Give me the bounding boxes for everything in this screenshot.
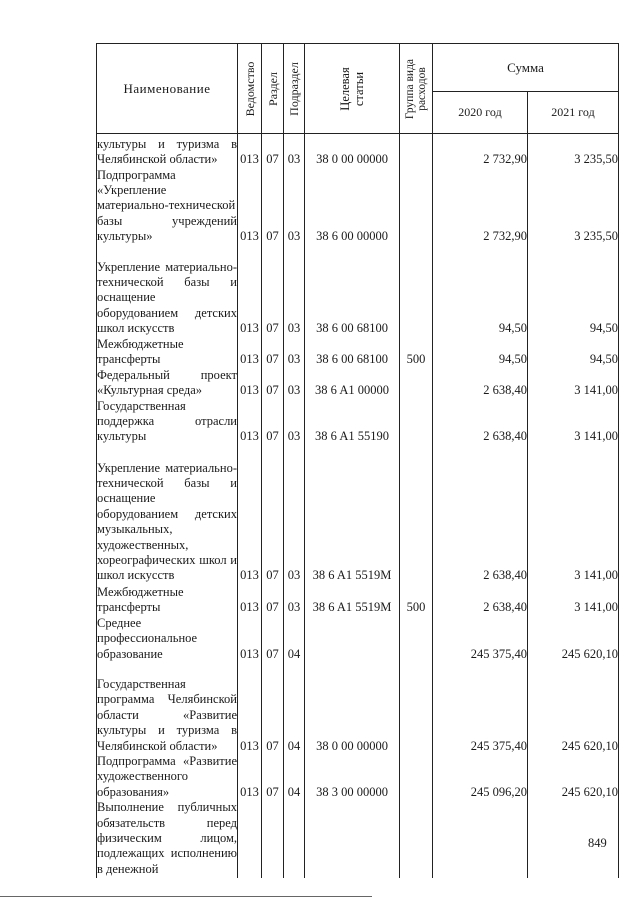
header-summa: Сумма <box>433 44 619 92</box>
row-ved: 013 <box>238 168 262 245</box>
row-podrazdel: 03 <box>284 368 305 399</box>
row-podrazdel: 03 <box>284 584 305 616</box>
row-sum-2020: 245 096,20 <box>433 754 528 800</box>
row-razdel: 07 <box>262 445 284 584</box>
row-name: культуры и туризма в Челябинской области» <box>97 134 238 168</box>
row-ved <box>238 800 262 878</box>
row-gruppa <box>400 445 433 584</box>
row-name: Государственная программа Челябинской области «Развитие культуры и туризма в Челябинской области» <box>97 662 238 754</box>
page-number: 849 <box>588 836 607 850</box>
row-sum-2020: 2 638,40 <box>433 399 528 445</box>
row-ved: 013 <box>238 245 262 337</box>
row-ved: 013 <box>238 399 262 445</box>
row-sum-2021: 94,50 <box>528 245 619 337</box>
table-header <box>97 44 619 134</box>
row-sum-2020: 94,50 <box>433 337 528 368</box>
footer-divider <box>0 896 372 897</box>
row-podrazdel: 03 <box>284 168 305 245</box>
header-razdel: Раздел <box>262 44 284 134</box>
row-celevaya: 38 6 A1 00000 <box>305 368 400 399</box>
row-celevaya: 38 6 A1 5519M <box>305 584 400 616</box>
table-row <box>97 754 619 800</box>
row-razdel: 07 <box>262 134 284 168</box>
row-sum-2020: 2 638,40 <box>433 584 528 616</box>
row-gruppa <box>400 168 433 245</box>
header-name: Наименование <box>97 44 238 134</box>
row-podrazdel: 03 <box>284 337 305 368</box>
header-vedomstvo: Ведомство <box>238 44 262 134</box>
row-gruppa <box>400 800 433 878</box>
row-name: Выполнение публичных обязательств перед физическим лицом, подлежащих исполнению в денежной <box>97 800 238 878</box>
row-sum-2021: 245 620,10 <box>528 662 619 754</box>
row-razdel <box>262 800 284 878</box>
row-razdel: 07 <box>262 616 284 662</box>
table-row <box>97 168 619 245</box>
table-row <box>97 368 619 399</box>
row-sum-2020: 2 638,40 <box>433 445 528 584</box>
row-celevaya <box>305 800 400 878</box>
table-row <box>97 616 619 662</box>
header-year-2021: 2021 год <box>528 92 619 134</box>
row-gruppa: 500 <box>400 584 433 616</box>
row-sum-2020 <box>433 800 528 878</box>
row-ved: 013 <box>238 754 262 800</box>
row-sum-2020: 94,50 <box>433 245 528 337</box>
row-razdel: 07 <box>262 584 284 616</box>
row-ved: 013 <box>238 368 262 399</box>
row-gruppa <box>400 662 433 754</box>
row-celevaya: 38 0 00 00000 <box>305 662 400 754</box>
row-sum-2021: 3 235,50 <box>528 134 619 168</box>
row-gruppa <box>400 368 433 399</box>
row-ved: 013 <box>238 584 262 616</box>
row-sum-2021: 3 235,50 <box>528 168 619 245</box>
row-name: Укрепление материально-технической базы и оснащение оборудованием детских школ искусств <box>97 245 238 337</box>
header-celevaya-statya: Целевая статьи <box>305 44 400 134</box>
row-celevaya: 38 6 00 00000 <box>305 168 400 245</box>
row-ved: 013 <box>238 616 262 662</box>
row-razdel: 07 <box>262 337 284 368</box>
row-celevaya: 38 6 A1 55190 <box>305 399 400 445</box>
row-name: Межбюджетные трансферты <box>97 337 238 368</box>
row-podrazdel: 03 <box>284 399 305 445</box>
row-gruppa <box>400 754 433 800</box>
row-gruppa <box>400 134 433 168</box>
row-podrazdel: 03 <box>284 134 305 168</box>
row-gruppa <box>400 245 433 337</box>
row-celevaya: 38 6 00 68100 <box>305 245 400 337</box>
row-name: Государственная поддержка отрасли культуры <box>97 398 237 444</box>
table-row <box>97 337 619 368</box>
row-sum-2021: 3 141,00 <box>528 584 619 616</box>
budget-table <box>96 43 619 878</box>
row-name: Подпрограмма «Развитие художественного образования» <box>97 753 237 799</box>
table-row <box>97 134 619 168</box>
row-celevaya <box>305 616 400 662</box>
table-body <box>97 134 619 879</box>
row-sum-2021: 94,50 <box>528 337 619 368</box>
row-name: Межбюджетные трансферты <box>97 584 238 616</box>
row-razdel: 07 <box>262 399 284 445</box>
row-podrazdel: 03 <box>284 445 305 584</box>
row-ved: 013 <box>238 337 262 368</box>
row-celevaya: 38 6 A1 5519M <box>305 445 400 584</box>
row-name: Федеральный проект «Культурная среда» <box>97 367 237 398</box>
row-podrazdel: 04 <box>284 754 305 800</box>
row-sum-2021: 3 141,00 <box>528 399 619 445</box>
table-row <box>97 800 619 878</box>
row-name: Среднее профессиональное образование <box>97 616 238 662</box>
row-podrazdel: 04 <box>284 662 305 754</box>
row-sum-2021: 3 141,00 <box>528 368 619 399</box>
row-razdel: 07 <box>262 662 284 754</box>
table-row <box>97 662 619 754</box>
row-sum-2021: 3 141,00 <box>528 445 619 584</box>
row-sum-2020: 245 375,40 <box>433 616 528 662</box>
row-razdel: 07 <box>262 754 284 800</box>
row-gruppa: 500 <box>400 337 433 368</box>
row-sum-2021: 245 620,10 <box>528 754 619 800</box>
table-row <box>97 584 619 616</box>
row-gruppa <box>400 399 433 445</box>
row-celevaya: 38 0 00 00000 <box>305 134 400 168</box>
row-podrazdel: 04 <box>284 616 305 662</box>
table-row <box>97 245 619 337</box>
table-row <box>97 445 619 584</box>
header-podrazdel: Подраздел <box>284 44 305 134</box>
header-gruppa-vida-rashodov: Группа вида расходов <box>400 44 433 134</box>
row-name: Подпрограмма «Укрепление материально-технической базы учреждений культуры» <box>97 167 237 244</box>
row-gruppa <box>400 616 433 662</box>
row-sum-2020: 2 732,90 <box>433 134 528 168</box>
row-celevaya: 38 6 00 68100 <box>305 337 400 368</box>
row-podrazdel <box>284 800 305 878</box>
row-celevaya: 38 3 00 00000 <box>305 754 400 800</box>
row-razdel: 07 <box>262 368 284 399</box>
row-razdel: 07 <box>262 168 284 245</box>
row-sum-2020: 245 375,40 <box>433 662 528 754</box>
row-razdel: 07 <box>262 245 284 337</box>
row-sum-2021: 245 620,10 <box>528 616 619 662</box>
row-ved: 013 <box>238 445 262 584</box>
row-name: Укрепление материально-технической базы и оснащение оборудованием детских музыкальных, художественных, хореографических школ и школ искусств <box>97 445 238 584</box>
row-sum-2020: 2 732,90 <box>433 168 528 245</box>
row-sum-2020: 2 638,40 <box>433 368 528 399</box>
row-ved: 013 <box>238 662 262 754</box>
row-ved: 013 <box>238 134 262 168</box>
header-year-2020: 2020 год <box>433 92 528 134</box>
table-row <box>97 399 619 445</box>
row-podrazdel: 03 <box>284 245 305 337</box>
